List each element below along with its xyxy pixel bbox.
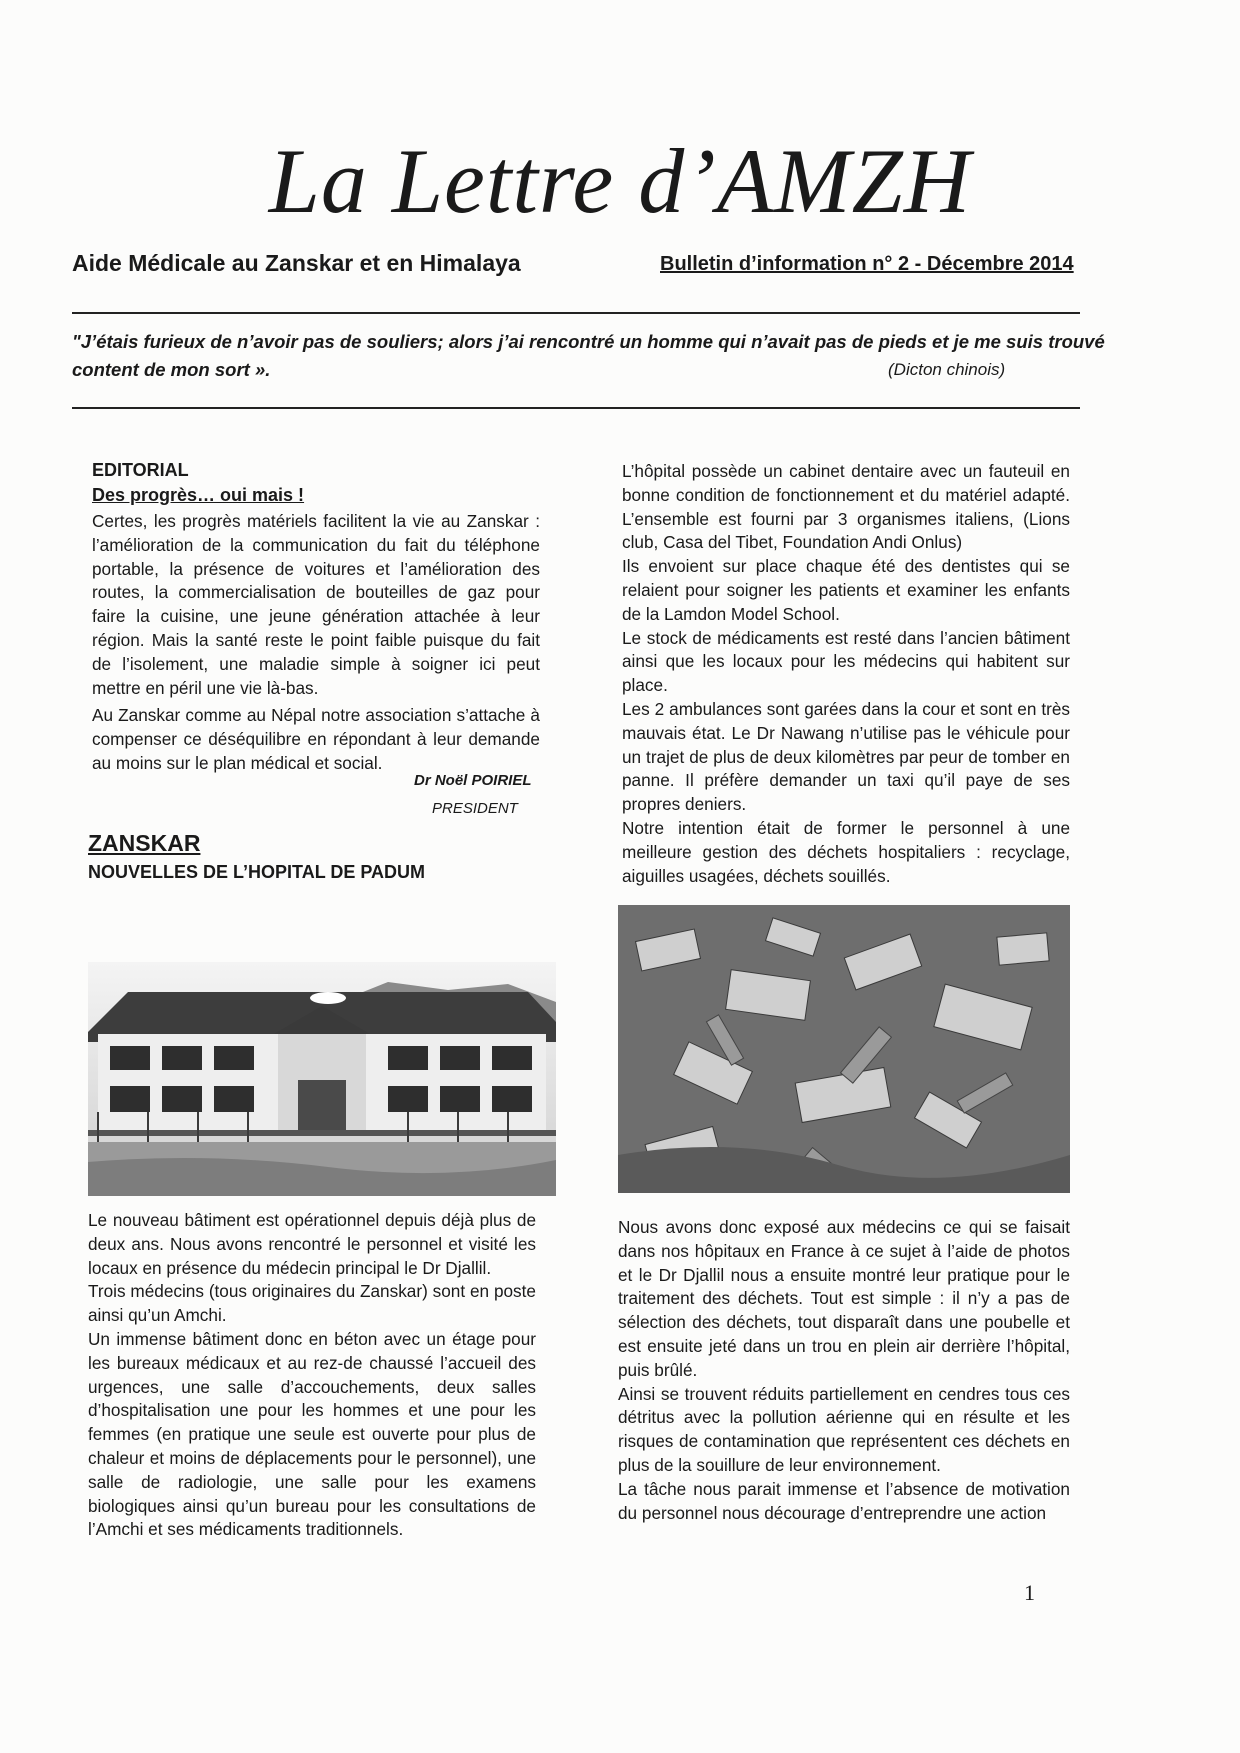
epigraph-quote: "J’étais furieux de n’avoir pas de souliers; alors j’ai rencontré un homme qui n’avait pas de pieds et je me suis trouvé content de mon sort ».: [72, 331, 1105, 380]
section-heading-zanskar: ZANSKAR: [88, 830, 201, 856]
editorial-paragraph: Au Zanskar comme au Népal notre association s’attache à compenser ce déséquilibre en répondant à leur demande au moins sur le plan médical et social.: [92, 705, 540, 773]
right-column-top: [622, 460, 1070, 888]
editorial-heading: EDITORIAL: [92, 460, 189, 480]
section-subheading-hospital: NOUVELLES DE L’HOPITAL DE PADUM: [88, 862, 426, 882]
hospital-photo: [88, 962, 556, 1196]
article-paragraph: Ainsi se trouvent réduits partiellement en cendres tous ces détritus avec la pollution aérienne qui en résulte et les risques de contamination que représentent ces déchets en plus de la souillure de leur environnement.: [618, 1383, 1070, 1475]
article-paragraph: Nous avons donc exposé aux médecins ce qui se faisait dans nos hôpitaux en France à ce sujet à l’aide de photos et le Dr Djallil nous a ensuite montré leur pratique pour le traitement des déchets. Tout est simple : il n’y a pas de sélection des déchets, tout disparaît dans une poubelle et est ensuite jeté dans un trou en plein air derrière l’hôpital, puis brûlé.: [618, 1217, 1070, 1380]
article-paragraph: Les 2 ambulances sont garées dans la cour et sont en très mauvais état. Le Dr Nawang n’utilise pas le véhicule pour un trajet de plus de deux kilomètres par peur de tomber en panne. Il préfère demander un taxi qu’il paye de ses propres deniers.: [622, 698, 1070, 815]
left-column-bottom: [88, 1209, 536, 1542]
editorial-subheading: Des progrès… oui mais !: [92, 485, 305, 505]
article-paragraph: Un immense bâtiment donc en béton avec un étage pour les bureaux médicaux et au rez-de chaussé l’accueil des urgences, une salle d’accouchements, deux salles d’hospitalisation une pour les hommes et une pour les femmes (en pratique une seule est ouverte pour plus de chaleur et moins de déplacements pour le personnel), une salle de radiologie, une salle pour les examens biologiques ainsi qu’un bureau pour les consultations de l’Amchi et ses médicaments traditionnels.: [88, 1328, 536, 1540]
epigraph-source: (Dicton chinois): [888, 360, 1006, 379]
masthead-title: La Lettre d’AMZH: [268, 130, 972, 232]
article-paragraph: Ils envoient sur place chaque été des dentistes qui se relaient pour soigner les patients et examiner les enfants de la Lamdon Model School.: [622, 556, 1070, 624]
article-paragraph: La tâche nous parait immense et l’absence de motivation du personnel nous décourage d’entreprendre une action: [618, 1478, 1070, 1523]
article-paragraph: Notre intention était de former le personnel à une meilleure gestion des déchets hospitaliers : recyclage, aiguilles usagées, déchets souillés.: [622, 817, 1070, 886]
signature-role: PRESIDENT: [432, 800, 518, 817]
quote-divider: [72, 407, 1080, 409]
article-paragraph: L’hôpital possède un cabinet dentaire avec un fauteuil en bonne condition de fonctionnement et du matériel adapté. L’ensemble est fourni par 3 organismes italiens, (Lions club, Casa del Tibet, Foundation Andi Onlus): [622, 461, 1070, 553]
article-paragraph: Le stock de médicaments est resté dans l’ancien bâtiment ainsi que les locaux pour les médecins qui habitent sur place.: [622, 627, 1070, 696]
editorial-body: [92, 510, 540, 776]
top-divider: [72, 312, 1080, 314]
association-name: Aide Médicale au Zanskar et en Himalaya: [72, 250, 521, 276]
medical-waste-photo: [618, 905, 1070, 1193]
article-paragraph: Trois médecins (tous originaires du Zanskar) sont en poste ainsi qu’un Amchi.: [88, 1281, 536, 1326]
bulletin-issue: Bulletin d’information n° 2 - Décembre 2014: [660, 253, 1074, 275]
editorial-paragraph: Certes, les progrès matériels facilitent la vie au Zanskar : l’amélioration de la communication du fait du téléphone portable, la présence de voitures et l’amélioration des routes, la commercialisation de bouteilles de gaz pour faire la cuisine, une jeune génération attachée à leur région. Mais la santé reste le point faible puisque du fait de l’isolement, une maladie simple à soigner ici peut mettre en péril une vie là-bas.: [92, 511, 540, 698]
article-paragraph: Le nouveau bâtiment est opérationnel depuis déjà plus de deux ans. Nous avons rencontré le personnel et visité les locaux en présence du médecin principal le Dr Djallil.: [88, 1210, 536, 1278]
right-column-bottom: [618, 1216, 1070, 1525]
signature-name: Dr Noël POIRIEL: [414, 772, 532, 789]
page-number: 1: [1024, 1580, 1035, 1605]
